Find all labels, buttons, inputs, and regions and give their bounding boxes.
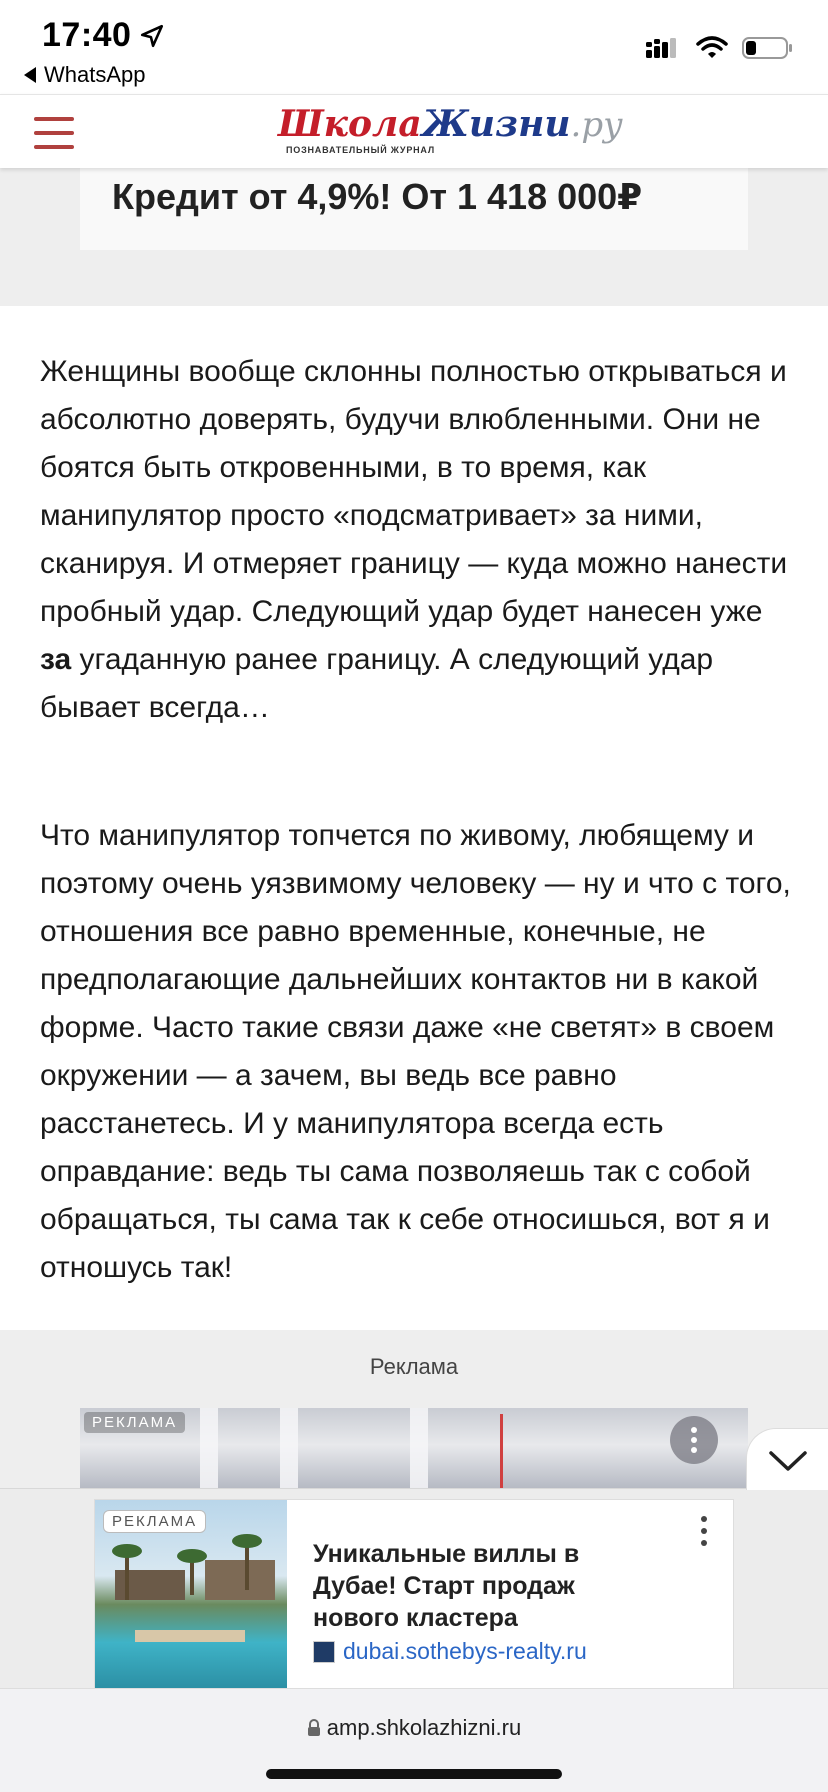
top-ad-area <box>0 168 828 306</box>
villa-image <box>95 1500 287 1690</box>
ad-image[interactable] <box>80 1408 748 1490</box>
article-paragraph: Что манипулятор топчется по живому, любящему и поэтому очень уязвимому человеку — ну и что с того, отношения все равно временные, конечные, не предполагающие дальнейших контактов ни в какой форме. Часто такие связи даже «не светят» в своем окружении — а зачем, вы ведь все равно расстанетесь. И у манипулятора всегда есть оправдание: ведь ты сама позволяешь так с собой обращаться, ты сама так к себе относишься, вот я и отношусь так! <box>40 819 791 1284</box>
logo-wordmark: ШколаЖизни.ру <box>278 103 623 145</box>
credit-ad-card[interactable] <box>80 168 748 250</box>
banner-ad-card[interactable] <box>94 1499 734 1689</box>
signal-icon <box>646 36 682 60</box>
lock-icon <box>307 1719 321 1737</box>
hamburger-icon[interactable] <box>34 117 74 149</box>
battery-icon <box>742 36 794 60</box>
collapse-banner-button[interactable] <box>746 1428 828 1490</box>
site-header <box>0 94 828 168</box>
article-body <box>0 306 828 1330</box>
credit-ad-text: Кредит от 4,9%! От 1 418 000₽ <box>112 176 643 217</box>
home-indicator[interactable] <box>266 1769 562 1779</box>
wifi-icon <box>696 36 728 60</box>
favicon-icon <box>313 1641 335 1663</box>
article-paragraph: Женщины вообще склонны полностью открываться и абсолютно доверять, будучи влюбленными. Они не боятся быть откровенными, в то время, как манипулятор просто «подсматривает» за ними, сканируя. И отмеряет границу — куда можно нанести пробный удар. Следующий удар будет нанесен уже за угаданную ранее границу. А следующий удар бывает всегда… <box>40 355 788 724</box>
back-app-label: WhatsApp <box>44 62 146 87</box>
status-time <box>42 16 165 55</box>
banner-ad-domain: dubai.sothebys-realty.ru <box>343 1638 587 1664</box>
address-bar[interactable] <box>0 1715 828 1741</box>
banner-ad-link[interactable] <box>313 1638 587 1665</box>
site-logo[interactable] <box>278 103 623 163</box>
location-arrow-icon <box>139 23 165 49</box>
clock: 17:40 <box>42 16 132 54</box>
sticky-ad-banner <box>0 1488 828 1688</box>
status-bar <box>0 0 828 94</box>
banner-ad-badge: РЕКЛАМА <box>103 1510 206 1533</box>
back-triangle-icon <box>24 67 36 83</box>
url-text: amp.shkolazhizni.ru <box>326 1715 522 1740</box>
status-icons <box>646 36 794 60</box>
ad-image-badge: РЕКЛАМА <box>84 1412 185 1433</box>
ad-section <box>0 1330 828 1490</box>
banner-more-options-icon[interactable] <box>701 1516 707 1546</box>
ad-more-options-icon[interactable] <box>670 1416 718 1464</box>
browser-bottom-bar <box>0 1688 828 1792</box>
banner-ad-title[interactable]: Уникальные виллы в Дубае! Старт продаж нового кластера <box>313 1540 580 1632</box>
back-to-app-link[interactable] <box>24 62 146 88</box>
ad-label: Реклама <box>369 1354 459 1379</box>
logo-subtitle: ПОЗНАВАТЕЛЬНЫЙ ЖУРНАЛ <box>286 145 435 155</box>
chevron-down-icon <box>747 1429 828 1491</box>
